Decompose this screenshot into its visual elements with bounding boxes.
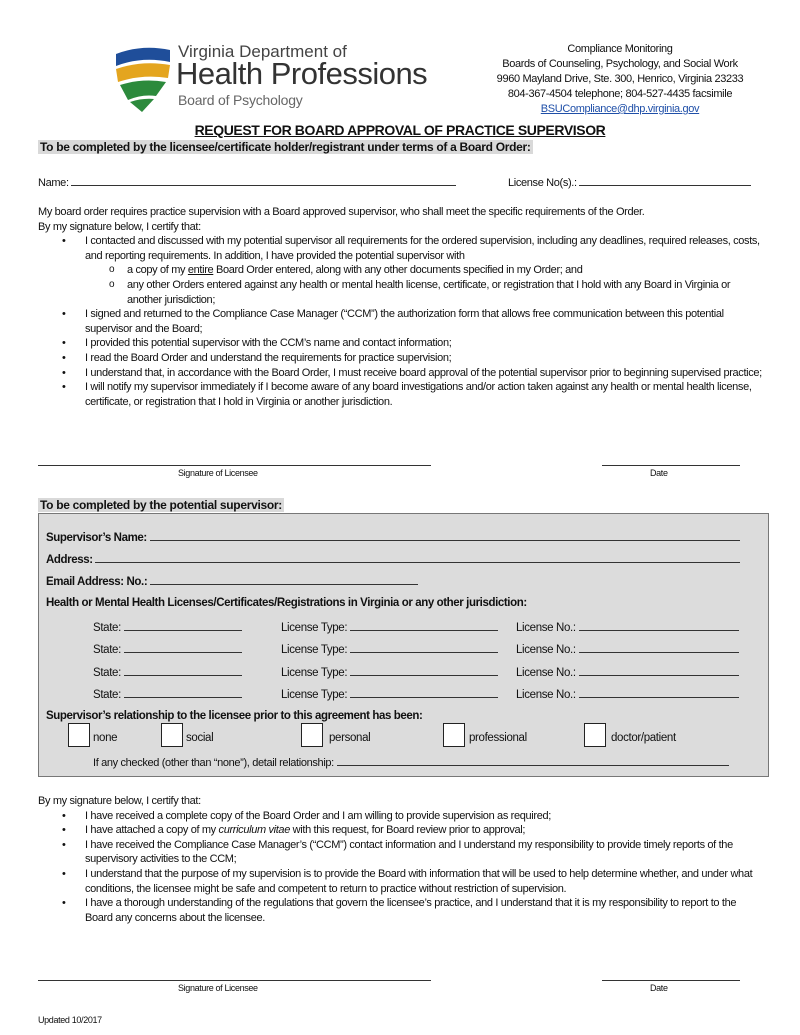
supervisor-date-line[interactable] <box>602 980 740 981</box>
contact-line: 804-367-4504 telephone; 804-527-4435 facsimile <box>507 88 733 100</box>
supervisor-signature-line[interactable] <box>38 980 431 981</box>
licensee-certification <box>38 205 766 409</box>
list-item: • I read the Board Order and understand the requirements for practice supervision; <box>38 351 766 366</box>
logo-line1: Virginia Department of <box>178 42 347 61</box>
checkbox-label: social <box>186 732 214 744</box>
checkbox-doctor-patient[interactable] <box>584 723 606 747</box>
signature-label: Signature of Licensee <box>178 983 258 993</box>
list-item: • I have received a complete copy of the Board Order and I am willing to provide supervision as required; <box>38 809 766 824</box>
date-label: Date <box>650 468 668 478</box>
logo-line3: Board of Psychology <box>178 92 303 108</box>
checkbox-professional[interactable] <box>443 723 465 747</box>
supervisor-form-box: Supervisor’s Name: Address: Email Address: No.: Health or Mental Health Licenses/Certificates/Registrations in Virginia or any other jurisdiction: State: License Type: License No.: State: License Type: License No.: State: License Type: License No.: State: License Type: License No.: Supervisor’s relationship to the licensee prior to this agreement has been: none social personal professional doctor/patient If any checked (other than “none”), detail relationship: <box>38 513 769 777</box>
license-type-input[interactable] <box>350 642 498 653</box>
contact-block <box>470 42 770 117</box>
email-field[interactable]: Email Address: No.: <box>46 574 418 588</box>
list-item: • I have attached a copy of my curriculum vitae with this request, for Board review prior to approval; <box>38 823 766 838</box>
license-no-input[interactable] <box>579 665 739 676</box>
list-item: o any other Orders entered against any health or mental health license, certificate, or registration that I hold with any Board in Virginia or another jurisdiction; <box>38 278 766 307</box>
contact-line: Boards of Counseling, Psychology, and Social Work <box>502 58 738 70</box>
license-field[interactable] <box>508 175 751 189</box>
list-item: • I have received the Compliance Case Manager’s (“CCM”) contact information and I understand my responsibility to provide timely reports of the supervisory activities to the CCM; <box>38 838 766 867</box>
relationship-heading: Supervisor’s relationship to the licensee prior to this agreement has been: <box>46 710 423 722</box>
email-link[interactable]: BSUCompliance@dhp.virginia.gov <box>540 103 700 115</box>
list-item: • I understand that, in accordance with the Board Order, I must receive board approval of the potential supervisor prior to beginning supervised practice; <box>38 366 766 381</box>
name-field[interactable] <box>38 175 456 189</box>
checkbox-label: personal <box>329 732 371 744</box>
license-type-input[interactable] <box>350 687 498 698</box>
name-input-line[interactable] <box>71 175 456 186</box>
intro-text: My board order requires practice supervision with a Board approved supervisor, who shall meet the specific requirements of the Order. <box>38 206 645 218</box>
state-input[interactable] <box>124 687 242 698</box>
supervisor-certification <box>38 794 766 925</box>
license-label: License No(s).: <box>508 177 577 189</box>
date-label: Date <box>650 983 668 993</box>
licensee-signature-line[interactable] <box>38 465 431 466</box>
detail-relationship-field[interactable]: If any checked (other than “none”), detail relationship: <box>93 755 729 769</box>
page-title: REQUEST FOR BOARD APPROVAL OF PRACTICE SUPERVISOR <box>194 122 606 138</box>
contact-line: 9960 Mayland Drive, Ste. 300, Henrico, Virginia 23233 <box>496 73 744 85</box>
list-item: • I signed and returned to the Compliance Case Manager (“CCM”) the authorization form that allows free communication between this potential supervisor and the Board; <box>38 307 766 336</box>
licenses-heading: Health or Mental Health Licenses/Certificates/Registrations in Virginia or any other jurisdiction: <box>46 597 527 609</box>
checkbox-personal[interactable] <box>301 723 323 747</box>
license-input-line[interactable] <box>579 175 751 186</box>
intro-text: By my signature below, I certify that: <box>38 795 201 807</box>
list-item: • I understand that the purpose of my supervision is to provide the Board with information that will be used to help determine whether, and under what conditions, the licensee might be safe and competent to return to practice without restriction of supervision. <box>38 867 766 896</box>
list-item: o a copy of my entire Board Order entered, along with any other documents specified in my Order; and <box>38 263 766 278</box>
shield-logo-icon <box>112 42 174 114</box>
license-type-input[interactable] <box>350 620 498 631</box>
intro-text: By my signature below, I certify that: <box>38 220 201 233</box>
checkbox-label: doctor/patient <box>611 732 676 744</box>
list-item: • I provided this potential supervisor with the CCM’s name and contact information; <box>38 336 766 351</box>
checkbox-social[interactable] <box>161 723 183 747</box>
license-type-input[interactable] <box>350 665 498 676</box>
updated-footer: Updated 10/2017 <box>38 1015 102 1025</box>
supervisor-section-heading: To be completed by the potential supervisor: <box>40 498 282 512</box>
dhp-logo <box>112 40 452 112</box>
checkbox-label: none <box>93 732 118 744</box>
license-no-input[interactable] <box>579 687 739 698</box>
address-field[interactable]: Address: <box>46 552 740 566</box>
license-no-input[interactable] <box>579 642 739 653</box>
licensee-date-line[interactable] <box>602 465 740 466</box>
supervisor-name-field[interactable]: Supervisor’s Name: <box>46 530 740 544</box>
contact-line: Compliance Monitoring <box>567 43 673 55</box>
list-item: • I contacted and discussed with my potential supervisor all requirements for the ordered supervision, including any deadlines, required releases, costs, and reporting requirements. In addition, I have provided the potential supervisor with <box>38 234 766 263</box>
state-input[interactable] <box>124 665 242 676</box>
logo-line2: Health Professions <box>176 56 428 91</box>
signature-label: Signature of Licensee <box>178 468 258 478</box>
licensee-section-heading: To be completed by the licensee/certificate holder/registrant under terms of a Board Order: <box>40 140 531 154</box>
checkbox-none[interactable] <box>68 723 90 747</box>
list-item: • I will notify my supervisor immediately if I become aware of any board investigations and/or action taken against any health or mental health license, certificate, or registration that I hold in Virginia or another jurisdiction. <box>38 380 766 409</box>
state-input[interactable] <box>124 642 242 653</box>
state-input[interactable] <box>124 620 242 631</box>
name-label: Name: <box>38 177 69 189</box>
list-item: • I have a thorough understanding of the regulations that govern the licensee’s practice, and I understand that it is my responsibility to report to the Board any concerns about the licensee. <box>38 896 766 925</box>
license-no-input[interactable] <box>579 620 739 631</box>
checkbox-label: professional <box>469 732 527 744</box>
